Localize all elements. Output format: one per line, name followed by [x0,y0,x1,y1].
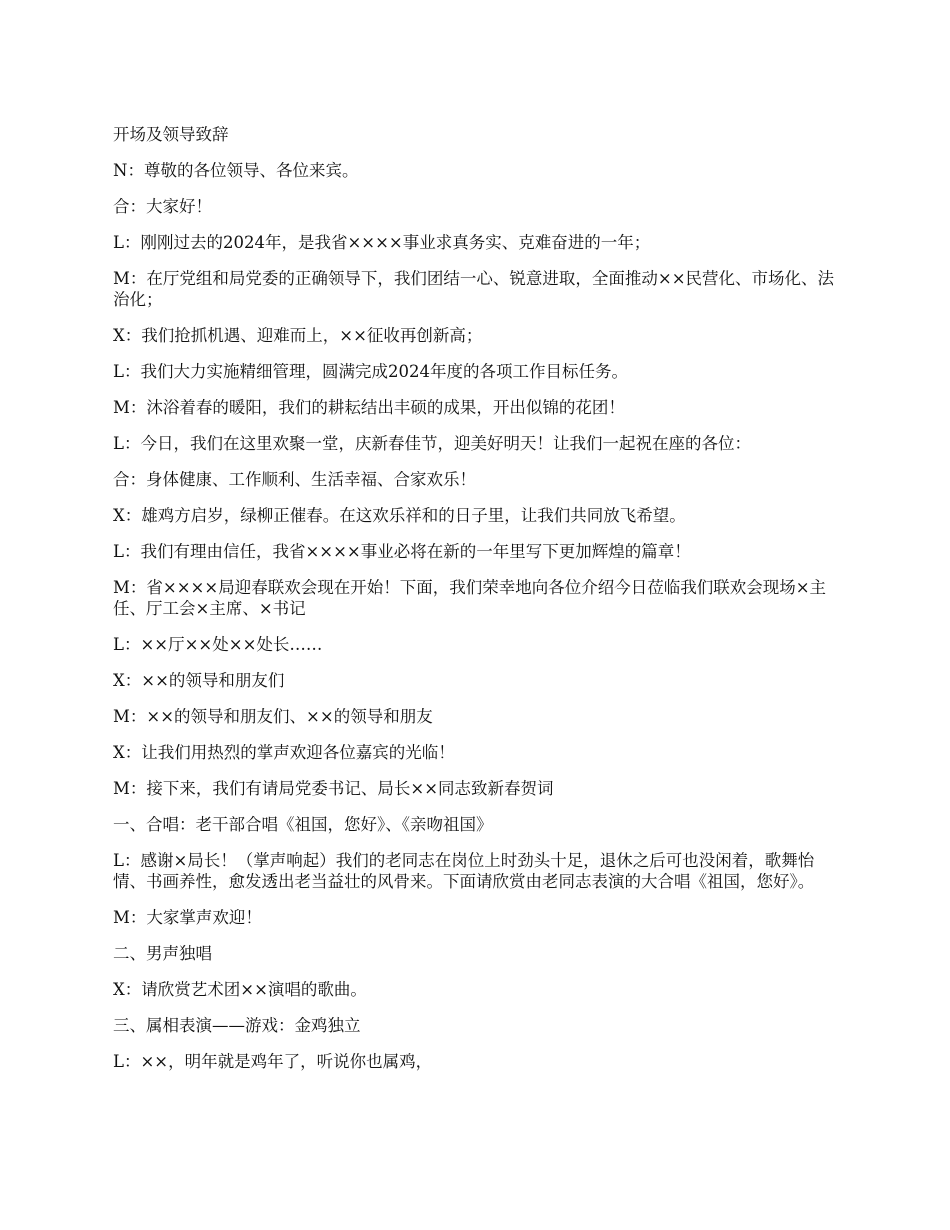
script-line: X：××的领导和朋友们 [113,671,285,690]
script-line: L：××厅××处××处长…… [113,635,323,654]
script-line: L：感谢×局长！（掌声响起）我们的老同志在岗位上时劲头十足，退休之后可也没闲着，歌舞怡情、书画养性，愈发透出老当益壮的风骨来。下面请欣赏由老同志表演的大合唱《祖国，您好》。 [113,851,815,891]
script-line: L：××，明年就是鸡年了，听说你也属鸡， [113,1052,433,1071]
section-title: 开场及领导致辞 [113,125,229,144]
script-line: X：请欣赏艺术团××演唱的歌曲。 [113,980,367,999]
script-line: L：今日，我们在这里欢聚一堂，庆新春佳节，迎美好明天！让我们一起祝在座的各位： [113,434,751,453]
document-body [113,124,839,1087]
script-line: M：××的领导和朋友们、××的领导和朋友 [113,707,433,726]
script-line: N：尊敬的各位领导、各位来宾。 [113,161,359,180]
program-item-heading: 三、属相表演——游戏：金鸡独立 [113,1016,361,1035]
script-line: X：雄鸡方启岁，绿柳正催春。在这欢乐祥和的日子里，让我们共同放飞希望。 [113,506,686,525]
script-line: L：我们有理由信任，我省××××事业必将在新的一年里写下更加辉煌的篇章！ [113,542,691,561]
script-line: M：省××××局迎春联欢会现在开始！下面，我们荣幸地向各位介绍今日莅临我们联欢会现场×主任、厅工会×主席、×书记 [113,578,827,618]
script-line: M：沐浴着春的暖阳，我们的耕耘结出丰硕的成果，开出似锦的花团！ [113,398,625,417]
script-line: M：接下来，我们有请局党委书记、局长××同志致新春贺词 [113,779,554,798]
script-line: X：我们抢抓机遇、迎难而上，××征收再创新高； [113,326,483,345]
script-line: M：在厅党组和局党委的正确领导下，我们团结一心、锐意进取，全面推动××民营化、市场化、法治化； [113,269,835,309]
script-line: L：我们大力实施精细管理，圆满完成2024年度的各项工作目标任务。 [113,362,628,381]
script-line: L：刚刚过去的2024年，是我省××××事业求真务实、克难奋进的一年； [113,233,651,252]
program-item-heading: 一、合唱：老干部合唱《祖国，您好》、《亲吻祖国》 [113,815,493,834]
script-line: M：大家掌声欢迎！ [113,908,262,927]
program-item-heading: 二、男声独唱 [113,944,212,963]
script-line: 合：身体健康、工作顺利、生活幸福、合家欢乐！ [113,470,476,489]
script-line: X：让我们用热烈的掌声欢迎各位嘉宾的光临！ [113,743,455,762]
script-line: 合：大家好！ [113,197,212,216]
